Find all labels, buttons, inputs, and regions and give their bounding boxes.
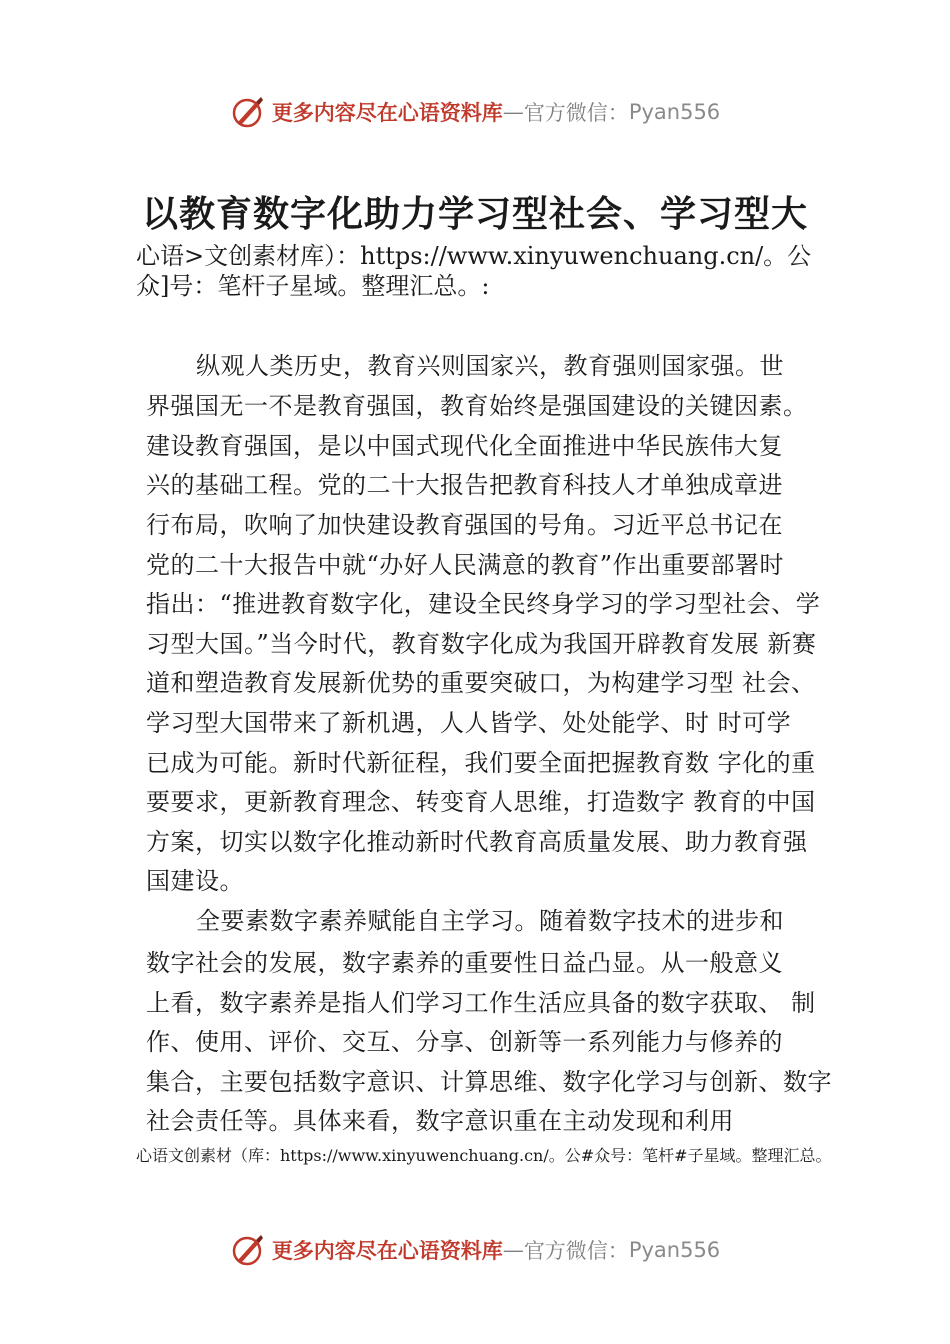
document-title: 以教育数字化助力学习型社会、学习型大 [141, 193, 808, 235]
body-line: 兴的基础工程。党的二十大报告把教育科技人才单独成章进 [146, 471, 783, 499]
banner-separator: — [502, 1238, 524, 1262]
body-line: 学习型大国带来了新机遇，人人皆学、处处能学、时 时可学 [146, 709, 792, 737]
body-line: 数字社会的发展，数字素养的重要性日益凸显。从一般意义 [146, 949, 783, 977]
banner-label: 官方微信： [523, 101, 629, 125]
body-line: 道和塑造教育发展新优势的重要突破口，为构建学习型 社会、 [146, 669, 816, 697]
body-line: 纵观人类历史，教育兴则国家兴，教育强则国家强。世 [196, 352, 784, 380]
body-line: 建设教育强国，是以中国式现代化全面推进中华民族伟大复 [146, 432, 783, 460]
banner-main-text: 更多内容尽在心语资料库 [271, 100, 503, 125]
banner-separator: — [502, 100, 524, 124]
body-line: 方案，切实以数字化推动新时代教育高质量发展、助力教育强 [146, 828, 808, 856]
brush-logo-icon [230, 94, 266, 130]
body-line: 习型大国。”当今时代，教育数字化成为我国开辟教育发展 新赛 [146, 630, 817, 658]
brush-logo-icon [230, 1232, 266, 1268]
body-line: 社会责任等。具体来看，数字意识重在主动发现和利用 [146, 1107, 734, 1135]
body-line: 要要求，更新教育理念、转变育人思维，打造数字 教育的中国 [146, 788, 816, 816]
body-line: 指出：“推进教育数字化，建设全民终身学习的学习型社会、学 [146, 590, 821, 618]
body-line: 作、使用、评价、交互、分享、创新等一系列能力与修养的 [146, 1028, 783, 1056]
banner-main-text: 更多内容尽在心语资料库 [271, 1238, 503, 1263]
header-banner [0, 94, 950, 130]
banner-label: 官方微信： [523, 1239, 629, 1263]
footer-banner [0, 1232, 950, 1268]
body-line: 上看，数字素养是指人们学习工作生活应具备的数字获取、 制 [146, 989, 816, 1017]
banner-wechat-id: Pyan556 [628, 100, 721, 124]
body-line: 行布局，吹响了加快建设教育强国的号角。习近平总书记在 [146, 511, 783, 539]
body-line: 集合，主要包括数字意识、计算思维、数字化学习与创新、数字 [146, 1068, 832, 1096]
body-line: 已成为可能。新时代新征程，我们要全面把握教育数 字化的重 [146, 749, 816, 777]
body-line: 国建设。 [146, 867, 244, 895]
source-line: 众]号：笔杆子星域。整理汇总。: [136, 272, 490, 300]
body-line: 党的二十大报告中就“办好人民满意的教育”作出重要部署时 [146, 551, 785, 579]
body-line: 界强国无一不是教育强国，教育始终是强国建设的关键因素。 [146, 392, 808, 420]
source-line: 心语>文创素材库）：https://www.xinyuwenchuang.cn/。公 [136, 242, 812, 270]
body-line: 全要素数字素养赋能自主学习。随着数字技术的进步和 [196, 907, 784, 935]
banner-wechat-id: Pyan556 [628, 1238, 721, 1262]
footer-source-note: 心语文创素材（库：https://www.xinyuwenchuang.cn/。公#众号：笔杆#子星域。整理汇总。 [136, 1146, 832, 1165]
